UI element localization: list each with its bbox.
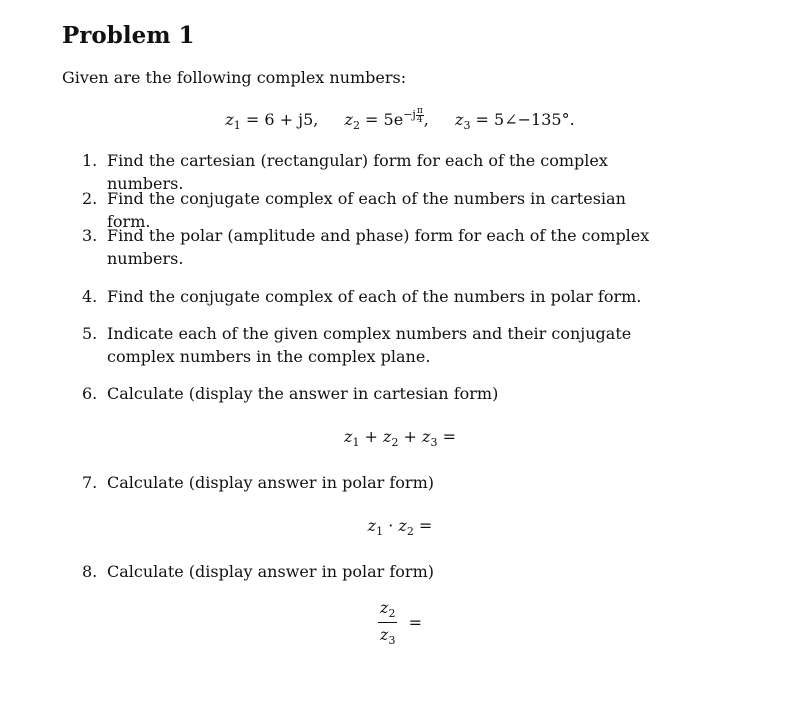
- list-item: 2. Find the conjugate complex of each of the numbers in cartesian form.: [82, 189, 626, 231]
- page-title: Problem 1: [62, 22, 195, 49]
- list-item: 6. Calculate (display the answer in cartesian form): [82, 384, 499, 403]
- quotient-formula: $\frac{z_2}{z_3}$ =: [380, 598, 422, 648]
- list-item: 1. Find the cartesian (rectangular) form for each of the complex numbers.: [82, 151, 608, 193]
- list-item: 8. Calculate (display answer in polar form): [82, 562, 434, 581]
- list-item: 3. Find the polar (amplitude and phase) form for each of the complex numbers.: [82, 226, 650, 268]
- z1-definition: $z_1 = 6 + j5$,: [225, 110, 319, 133]
- list-item: 7. Calculate (display answer in polar form): [82, 473, 434, 492]
- intro-text: Given are the following complex numbers:: [62, 68, 407, 87]
- product-formula: $z_1 \cdot z_2$ =: [367, 516, 433, 539]
- z2-definition: $z_2 = 5e^{-j \frac{\pi}{4}}$ ,: [344, 105, 429, 133]
- quotient-fraction: $\frac{z_2}{z_3}$: [380, 598, 396, 648]
- list-item: 4. Find the conjugate complex of each of the numbers in polar form.: [82, 287, 642, 306]
- given-equation: [0, 105, 800, 133]
- z3-definition: $z_3$ = 5∠−135°.: [455, 110, 575, 133]
- list-item: 5. Indicate each of the given complex numbers and their conjugate complex numbers in the complex plane.: [82, 324, 632, 366]
- sum-formula: $z_1 + z_2 + z_3$ =: [344, 427, 456, 450]
